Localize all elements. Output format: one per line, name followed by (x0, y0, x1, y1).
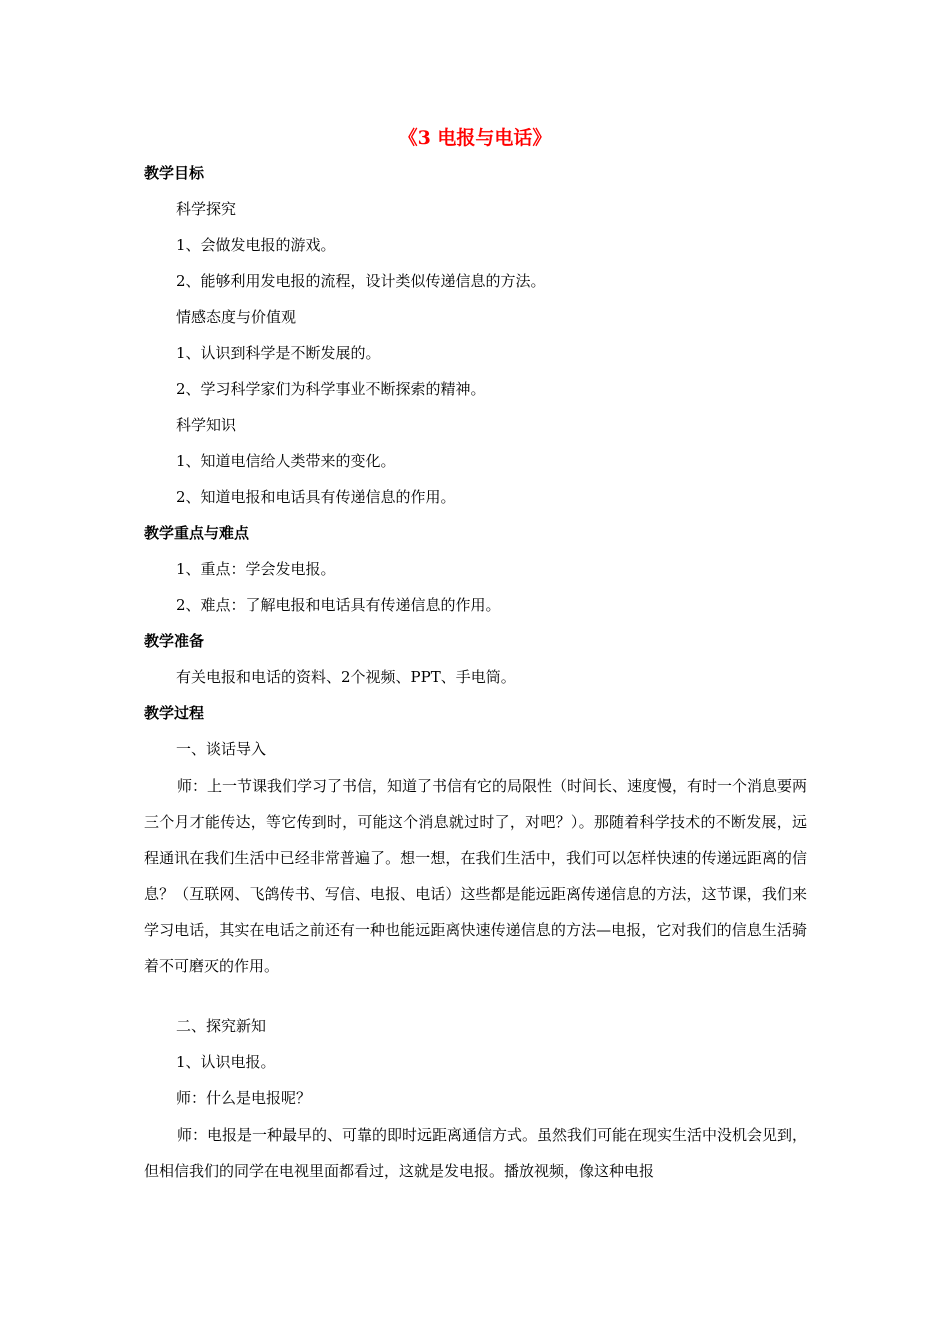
attitude-item-1: 1、认识到科学是不断发展的。 (176, 344, 381, 362)
knowledge-item-2: 2、知道电报和电话具有传递信息的作用。 (176, 488, 456, 506)
heading-teaching-process: 教学过程 (144, 704, 205, 722)
inquiry-item-1: 1、会做发电报的游戏。 (176, 236, 336, 254)
step-2-heading: 二、探究新知 (176, 1017, 267, 1035)
document-title: 《3 电报与电话》 (398, 127, 552, 149)
subheading-attitude-values: 情感态度与价值观 (176, 308, 297, 326)
step-2-subheading: 1、认识电报。 (176, 1053, 276, 1071)
step-2-paragraph: 师：电报是一种最早的、可靠的即时远距离通信方式。虽然我们可能在现实生活中没机会见到，但相信我们的同学在电视里面都看过，这就是发电报。播放视频，像这种电报 (144, 1126, 808, 1180)
inquiry-item-2: 2、能够利用发电报的流程，设计类似传递信息的方法。 (176, 272, 546, 290)
subheading-science-knowledge: 科学知识 (176, 416, 237, 434)
heading-teaching-goals: 教学目标 (144, 164, 205, 182)
heading-key-points: 教学重点与难点 (144, 524, 250, 542)
step-1-heading: 一、谈话导入 (176, 740, 267, 758)
step-2-question: 师：什么是电报呢？ (176, 1089, 312, 1107)
step-1-paragraph: 师：上一节课我们学习了书信，知道了书信有它的局限性（时间长、速度慢，有时一个消息要两三个月才能传达，等它传到时，可能这个消息就过时了，对吧？）。那随着科学技术的不断发展，远程通讯在我们生活中已经非常普遍了。想一想，在我们生活中，我们可以怎样快速的传递远距离的信息？（互联网、飞鸽传书、写信、电报、电话）这些都是能远距离传递信息的方法，这节课，我们来学习电话，其实在电话之前还有一种也能远距离快速传递信息的方法—电报，它对我们的信息生活骑着不可磨灭的作用。 (144, 777, 808, 975)
attitude-item-2: 2、学习科学家们为科学事业不断探索的精神。 (176, 380, 486, 398)
keypoint-item-1: 1、重点：学会发电报。 (176, 560, 336, 578)
knowledge-item-1: 1、知道电信给人类带来的变化。 (176, 452, 396, 470)
preparation-text: 有关电报和电话的资料、2个视频、PPT、手电筒。 (176, 668, 516, 686)
subheading-science-inquiry: 科学探究 (176, 200, 237, 218)
heading-preparation: 教学准备 (144, 632, 205, 650)
keypoint-item-2: 2、难点：了解电报和电话具有传递信息的作用。 (176, 596, 501, 614)
